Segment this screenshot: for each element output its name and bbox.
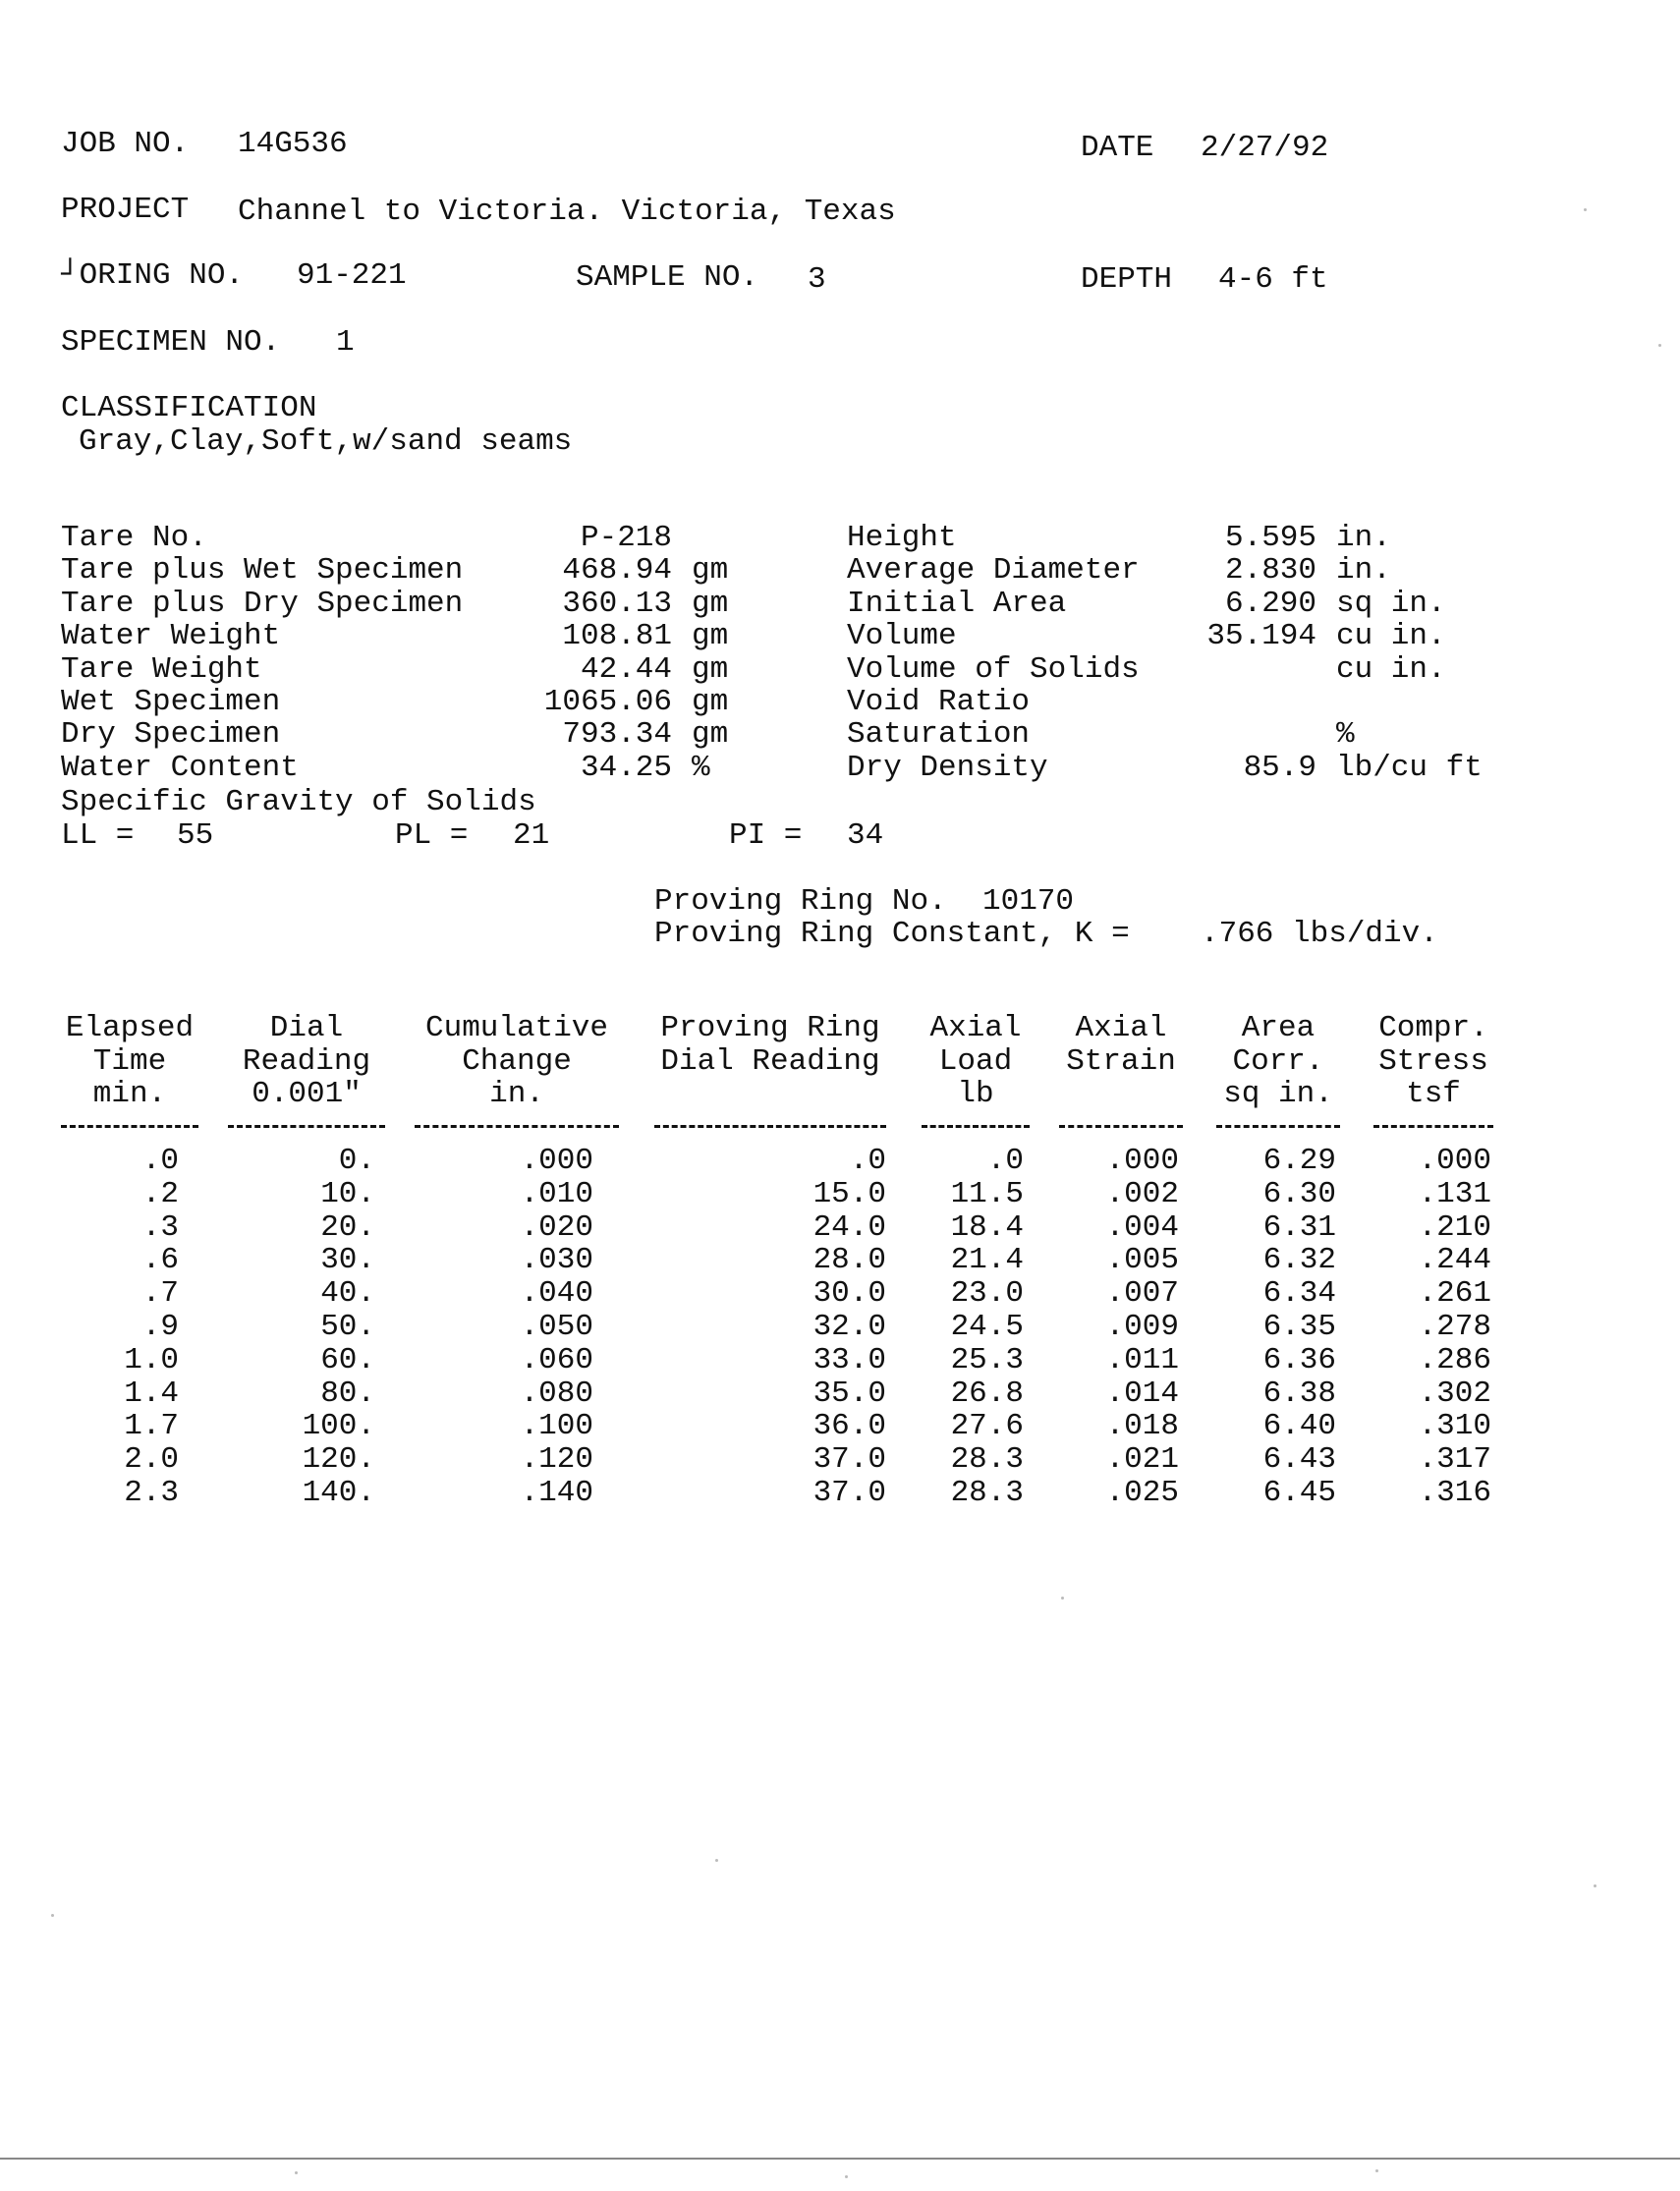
property-label: Tare plus Wet Specimen: [61, 553, 464, 588]
table-cell: 11.5: [950, 1177, 1024, 1211]
project-value: Channel to Victoria. Victoria, Texas: [238, 195, 896, 229]
table-cell: .010: [520, 1177, 593, 1211]
table-cell: 10.: [320, 1177, 375, 1211]
column-underline: [1059, 1125, 1183, 1128]
table-cell: 50.: [320, 1310, 375, 1344]
table-cell: 80.: [320, 1376, 375, 1411]
table-cell: 24.5: [950, 1310, 1024, 1344]
column-underline: [922, 1125, 1030, 1128]
pi-label: PI =: [729, 818, 803, 853]
specimen-value: 1: [336, 325, 355, 360]
table-cell: 6.31: [1262, 1210, 1336, 1245]
table-cell: 23.0: [950, 1276, 1024, 1311]
property-unit: in.: [1336, 521, 1391, 555]
table-cell: .302: [1418, 1376, 1491, 1411]
table-cell: .004: [1105, 1210, 1179, 1245]
sample-label: SAMPLE NO.: [576, 260, 759, 295]
ll-label: LL =: [61, 818, 135, 853]
property-label: Dry Specimen: [61, 717, 281, 752]
table-cell: .018: [1105, 1409, 1179, 1443]
property-label: Saturation: [847, 717, 1031, 752]
table-cell: .005: [1105, 1243, 1179, 1277]
table-cell: 6.40: [1262, 1409, 1336, 1443]
property-label: Initial Area: [847, 587, 1067, 621]
table-cell: .025: [1105, 1476, 1179, 1510]
scan-speck: [1061, 1597, 1064, 1600]
scan-speck: [295, 2171, 298, 2174]
table-cell: 6.29: [1262, 1144, 1336, 1178]
table-cell: 6.30: [1262, 1177, 1336, 1211]
table-cell: .9: [141, 1310, 179, 1344]
property-unit: in.: [1336, 553, 1391, 588]
property-unit: %: [692, 751, 710, 785]
column-header: lb: [957, 1077, 994, 1111]
table-cell: .261: [1418, 1276, 1491, 1311]
table-cell: .140: [520, 1476, 593, 1510]
scan-speck: [715, 1859, 718, 1862]
property-label: Dry Density: [847, 751, 1048, 785]
project-label: PROJECT: [61, 193, 190, 227]
column-underline: [415, 1125, 619, 1128]
table-cell: 27.6: [950, 1409, 1024, 1443]
table-cell: 32.0: [812, 1310, 886, 1344]
table-cell: 15.0: [812, 1177, 886, 1211]
table-cell: .060: [520, 1343, 593, 1377]
column-header: Compr.: [1378, 1011, 1488, 1045]
table-cell: .000: [1105, 1144, 1179, 1178]
property-label: Tare Weight: [61, 652, 262, 687]
table-cell: 33.0: [812, 1343, 886, 1377]
table-cell: 28.3: [950, 1476, 1024, 1510]
property-value: 793.34: [562, 717, 672, 752]
scan-speck: [845, 2175, 848, 2178]
table-cell: 6.35: [1262, 1310, 1336, 1344]
scan-speck: [1594, 1884, 1596, 1887]
column-header: Proving Ring: [660, 1011, 880, 1045]
table-cell: .244: [1418, 1243, 1491, 1277]
table-cell: 36.0: [812, 1409, 886, 1443]
table-cell: .100: [520, 1409, 593, 1443]
table-cell: .030: [520, 1243, 593, 1277]
table-cell: 6.45: [1262, 1476, 1336, 1510]
table-cell: 1.4: [124, 1376, 179, 1411]
proving-ring-number-label: Proving Ring No.: [654, 884, 947, 919]
property-label: Volume of Solids: [847, 652, 1140, 687]
table-cell: 60.: [320, 1343, 375, 1377]
table-cell: .7: [141, 1276, 179, 1311]
table-cell: .007: [1105, 1276, 1179, 1311]
proving-ring-constant-label: Proving Ring Constant, K =: [654, 917, 1130, 951]
table-cell: .080: [520, 1376, 593, 1411]
table-cell: 37.0: [812, 1442, 886, 1477]
table-cell: 6.34: [1262, 1276, 1336, 1311]
classification-value: Gray,Clay,Soft,w/sand seams: [79, 424, 573, 459]
table-cell: 20.: [320, 1210, 375, 1245]
table-cell: 35.0: [812, 1376, 886, 1411]
table-cell: .011: [1105, 1343, 1179, 1377]
table-cell: .021: [1105, 1442, 1179, 1477]
property-unit: gm: [692, 717, 729, 752]
property-value: 6.290: [1224, 587, 1316, 621]
table-cell: .2: [141, 1177, 179, 1211]
classification-label: CLASSIFICATION: [61, 391, 317, 425]
column-header: Corr.: [1232, 1044, 1324, 1079]
table-cell: 1.0: [124, 1343, 179, 1377]
column-header: Dial Reading: [660, 1044, 880, 1079]
column-underline: [61, 1125, 198, 1128]
property-unit: gm: [692, 553, 729, 588]
column-underline: [228, 1125, 385, 1128]
property-unit: lb/cu ft: [1336, 751, 1483, 785]
table-cell: 25.3: [950, 1343, 1024, 1377]
table-cell: .3: [141, 1210, 179, 1245]
scan-speck: [51, 1914, 54, 1917]
property-value: 468.94: [562, 553, 672, 588]
table-cell: .120: [520, 1442, 593, 1477]
table-cell: .0: [849, 1144, 886, 1178]
specific-gravity-label: Specific Gravity of Solids: [61, 785, 536, 819]
table-cell: 140.: [302, 1476, 375, 1510]
pl-label: PL =: [395, 818, 469, 853]
table-cell: .316: [1418, 1476, 1491, 1510]
column-header: sq in.: [1223, 1077, 1333, 1111]
depth-value: 4-6 ft: [1218, 262, 1328, 297]
date-label: DATE: [1081, 131, 1154, 165]
column-header: Change: [462, 1044, 572, 1079]
table-cell: 120.: [302, 1442, 375, 1477]
property-value: 42.44: [580, 652, 672, 687]
property-label: Height: [847, 521, 957, 555]
table-cell: 28.0: [812, 1243, 886, 1277]
proving-ring-number-value: 10170: [982, 884, 1075, 919]
column-header: in.: [489, 1077, 544, 1111]
scan-speck: [1584, 208, 1587, 211]
column-header: tsf: [1406, 1077, 1461, 1111]
table-cell: 6.32: [1262, 1243, 1336, 1277]
column-header: Reading: [242, 1044, 371, 1079]
property-unit: cu in.: [1336, 652, 1446, 687]
table-cell: 37.0: [812, 1476, 886, 1510]
column-header: min.: [92, 1077, 167, 1111]
footer-rule: [0, 2158, 1680, 2160]
pi-value: 34: [847, 818, 884, 853]
table-cell: .131: [1418, 1177, 1491, 1211]
property-value: 85.9: [1243, 751, 1316, 785]
property-value: 108.81: [562, 619, 672, 653]
property-unit: sq in.: [1336, 587, 1446, 621]
property-value: 360.13: [562, 587, 672, 621]
boring-value: 91-221: [297, 258, 407, 293]
table-cell: 6.43: [1262, 1442, 1336, 1477]
property-value: 35.194: [1206, 619, 1316, 653]
proving-ring-constant-value: .766 lbs/div.: [1201, 917, 1438, 951]
table-cell: 30.: [320, 1243, 375, 1277]
date-value: 2/27/92: [1201, 131, 1329, 165]
property-value: 5.595: [1224, 521, 1316, 555]
table-cell: 18.4: [950, 1210, 1024, 1245]
property-label: Water Content: [61, 751, 299, 785]
column-header: Stress: [1378, 1044, 1488, 1079]
column-header: Axial: [1075, 1011, 1167, 1045]
property-value: P-218: [580, 521, 672, 555]
table-cell: .014: [1105, 1376, 1179, 1411]
column-header: Dial: [269, 1011, 344, 1045]
property-unit: gm: [692, 652, 729, 687]
table-cell: .317: [1418, 1442, 1491, 1477]
property-label: Wet Specimen: [61, 685, 281, 719]
table-cell: 24.0: [812, 1210, 886, 1245]
pl-value: 21: [513, 818, 550, 853]
column-header: Elapsed: [65, 1011, 195, 1045]
property-label: Tare No.: [61, 521, 207, 555]
column-header: Cumulative: [424, 1011, 609, 1045]
property-unit: gm: [692, 619, 729, 653]
ll-value: 55: [177, 818, 214, 853]
property-label: Volume: [847, 619, 957, 653]
table-cell: 30.0: [812, 1276, 886, 1311]
table-cell: .020: [520, 1210, 593, 1245]
table-cell: 28.3: [950, 1442, 1024, 1477]
column-underline: [1373, 1125, 1493, 1128]
table-cell: 40.: [320, 1276, 375, 1311]
column-header: Area: [1241, 1011, 1316, 1045]
table-cell: 0.: [338, 1144, 375, 1178]
column-underline: [1216, 1125, 1340, 1128]
depth-label: DEPTH: [1081, 262, 1173, 297]
property-unit: gm: [692, 685, 729, 719]
column-header: Load: [938, 1044, 1013, 1079]
table-cell: 6.38: [1262, 1376, 1336, 1411]
property-unit: %: [1336, 717, 1355, 752]
specimen-label: SPECIMEN NO.: [61, 325, 281, 360]
table-cell: .050: [520, 1310, 593, 1344]
table-cell: .6: [141, 1243, 179, 1277]
job-label: JOB NO.: [61, 127, 190, 161]
table-cell: .210: [1418, 1210, 1491, 1245]
table-cell: .278: [1418, 1310, 1491, 1344]
property-value: 2.830: [1224, 553, 1316, 588]
table-cell: .040: [520, 1276, 593, 1311]
table-cell: 6.36: [1262, 1343, 1336, 1377]
table-cell: 1.7: [124, 1409, 179, 1443]
property-label: Water Weight: [61, 619, 281, 653]
job-value: 14G536: [238, 127, 348, 161]
column-header: Axial: [929, 1011, 1022, 1045]
column-underline: [654, 1125, 886, 1128]
boring-label: ┘ORING NO.: [61, 258, 245, 293]
table-cell: 26.8: [950, 1376, 1024, 1411]
property-unit: cu in.: [1336, 619, 1446, 653]
column-header: 0.001": [252, 1077, 362, 1111]
table-cell: .0: [141, 1144, 179, 1178]
table-cell: .000: [1418, 1144, 1491, 1178]
property-label: Average Diameter: [847, 553, 1140, 588]
table-cell: 2.3: [124, 1476, 179, 1510]
property-value: 34.25: [580, 751, 672, 785]
table-cell: .002: [1105, 1177, 1179, 1211]
scan-speck: [1658, 344, 1661, 347]
table-cell: .000: [520, 1144, 593, 1178]
property-label: Tare plus Dry Specimen: [61, 587, 464, 621]
column-header: Strain: [1066, 1044, 1176, 1079]
table-cell: .310: [1418, 1409, 1491, 1443]
property-label: Void Ratio: [847, 685, 1031, 719]
table-cell: .0: [986, 1144, 1024, 1178]
table-cell: 2.0: [124, 1442, 179, 1477]
scan-speck: [1375, 2169, 1378, 2172]
property-unit: gm: [692, 587, 729, 621]
property-value: 1065.06: [543, 685, 672, 719]
sample-value: 3: [808, 262, 826, 297]
table-cell: .009: [1105, 1310, 1179, 1344]
column-header: Time: [92, 1044, 167, 1079]
table-cell: 100.: [302, 1409, 375, 1443]
table-cell: 21.4: [950, 1243, 1024, 1277]
table-cell: .286: [1418, 1343, 1491, 1377]
